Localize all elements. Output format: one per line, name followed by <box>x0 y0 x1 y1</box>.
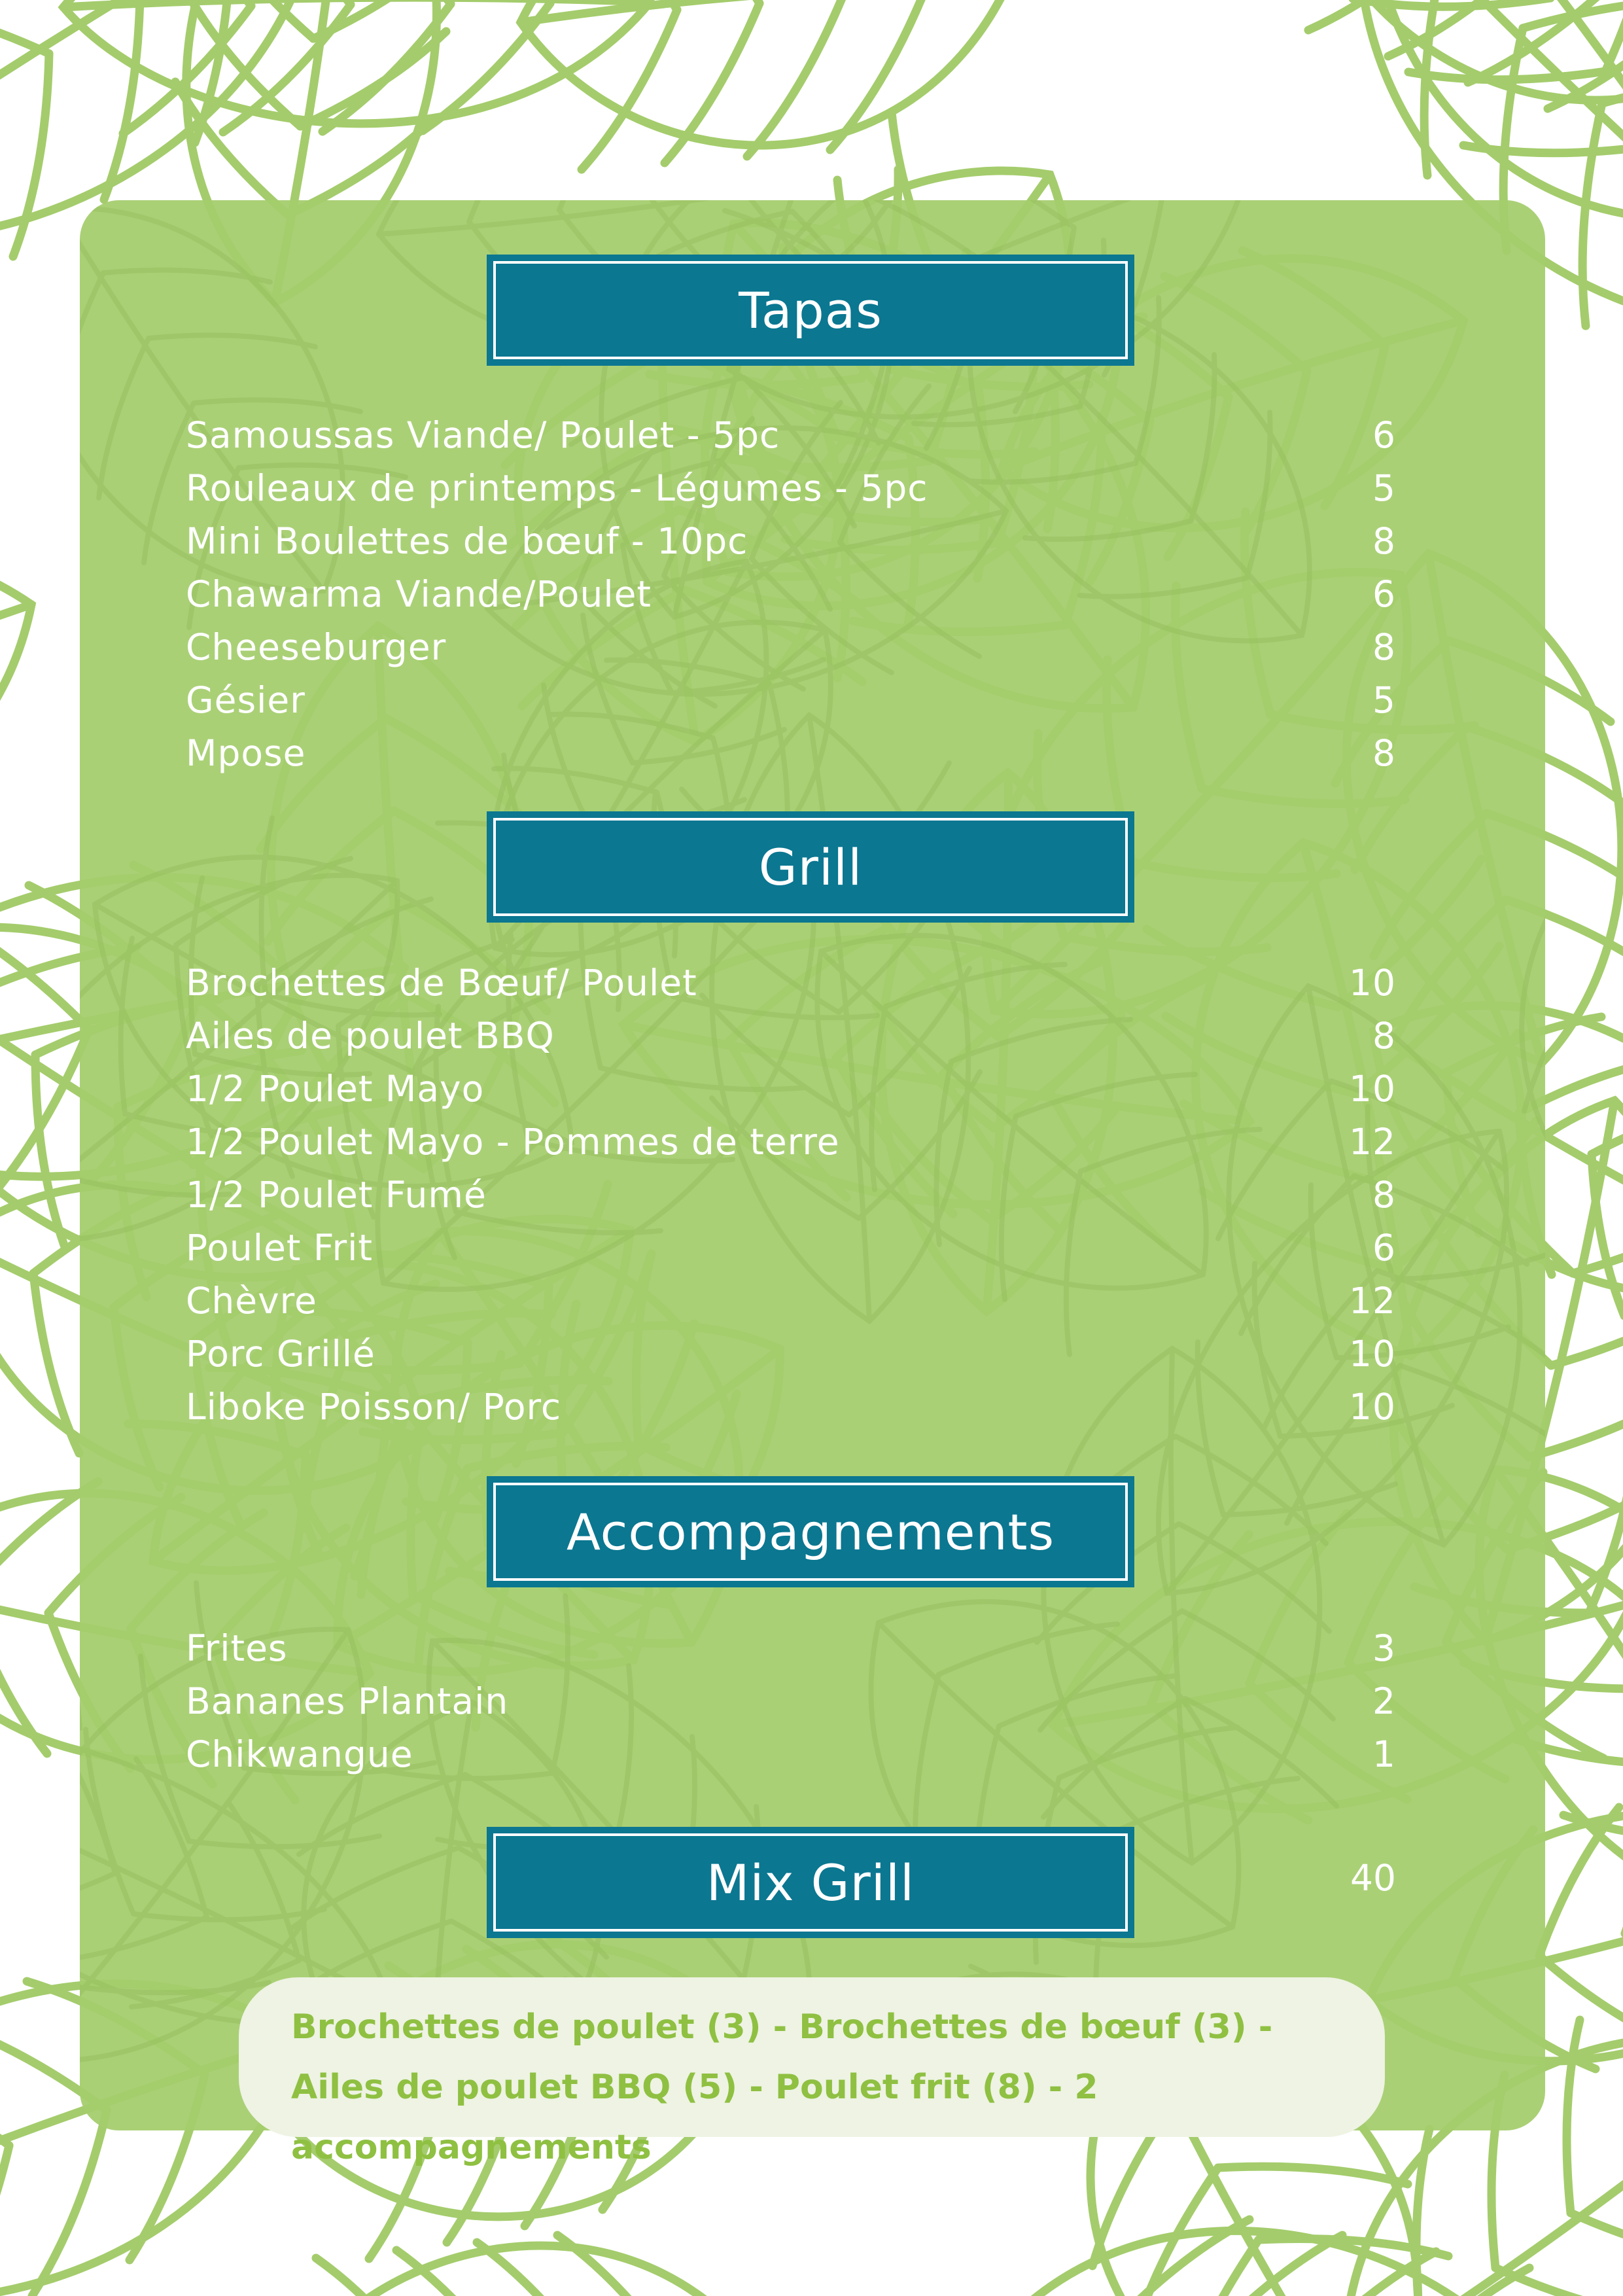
tapas-list <box>186 408 1396 779</box>
item-price: 8 <box>1372 732 1396 774</box>
item-price: 6 <box>1372 414 1396 456</box>
mix-grill-price: 40 <box>1350 1857 1396 1899</box>
list-item <box>186 956 1396 1009</box>
list-item <box>186 408 1396 461</box>
item-price: 8 <box>1372 1173 1396 1216</box>
list-item <box>186 1062 1396 1115</box>
list-item <box>186 1674 1396 1727</box>
list-item <box>186 1115 1396 1168</box>
item-name: Frites <box>186 1627 288 1669</box>
item-name: Chikwangue <box>186 1733 413 1775</box>
item-price: 8 <box>1372 1014 1396 1057</box>
item-name: Brochettes de Bœuf/ Poulet <box>186 961 697 1004</box>
item-price: 10 <box>1349 1067 1396 1110</box>
item-price: 10 <box>1349 1385 1396 1428</box>
list-item <box>186 673 1396 726</box>
item-name: Chawarma Viande/Poulet <box>186 573 652 615</box>
item-name: 1/2 Poulet Fumé <box>186 1173 487 1216</box>
mix-grill-description <box>239 1977 1385 2167</box>
list-item <box>186 1621 1396 1674</box>
section-title-accompagnements: Accompagnements <box>566 1502 1055 1561</box>
item-name: Ailes de poulet BBQ <box>186 1014 555 1057</box>
item-price: 5 <box>1372 467 1396 509</box>
section-title-tapas: Tapas <box>739 281 882 340</box>
item-name: Mpose <box>186 732 306 774</box>
section-title-grill: Grill <box>758 838 863 896</box>
item-name: Mini Boulettes de bœuf - 10pc <box>186 520 748 562</box>
item-price: 12 <box>1349 1279 1396 1322</box>
item-price: 5 <box>1372 679 1396 721</box>
item-price: 12 <box>1349 1120 1396 1163</box>
item-price: 10 <box>1349 1332 1396 1375</box>
item-price: 6 <box>1372 573 1396 615</box>
item-name: Porc Grillé <box>186 1332 375 1375</box>
list-item <box>186 461 1396 514</box>
section-header-mix-grill <box>487 1827 1134 1938</box>
item-price: 1 <box>1372 1733 1396 1775</box>
item-name: Samoussas Viande/ Poulet - 5pc <box>186 414 780 456</box>
item-price: 2 <box>1372 1680 1396 1722</box>
list-item <box>186 1009 1396 1062</box>
item-name: 1/2 Poulet Mayo <box>186 1067 485 1110</box>
list-item <box>186 567 1396 620</box>
accompagnements-list <box>186 1621 1396 1780</box>
section-header-tapas <box>487 255 1134 366</box>
section-title-mix-grill: Mix Grill <box>706 1853 915 1912</box>
item-name: Poulet Frit <box>186 1226 373 1269</box>
list-item <box>186 620 1396 673</box>
item-price: 10 <box>1349 961 1396 1004</box>
item-name: Rouleaux de printemps - Légumes - 5pc <box>186 467 928 509</box>
list-item <box>186 726 1396 779</box>
list-item <box>186 1168 1396 1221</box>
list-item <box>186 514 1396 567</box>
section-header-grill <box>487 811 1134 923</box>
item-price: 8 <box>1372 520 1396 562</box>
grill-list <box>186 956 1396 1433</box>
mix-grill-description-text: Brochettes de poulet (3) - Brochettes de bœuf (3) - Ailes de poulet BBQ (5) - Poulet frit (8) - 2 accompagnements <box>291 2007 1273 2167</box>
item-name: Chèvre <box>186 1279 317 1322</box>
item-name: 1/2 Poulet Mayo - Pommes de terre <box>186 1120 840 1163</box>
item-price: 6 <box>1372 1226 1396 1269</box>
item-price: 8 <box>1372 626 1396 668</box>
section-header-accompagnements <box>487 1476 1134 1587</box>
list-item <box>186 1274 1396 1327</box>
item-name: Cheeseburger <box>186 626 447 668</box>
item-price: 3 <box>1372 1627 1396 1669</box>
list-item <box>186 1327 1396 1380</box>
item-name: Bananes Plantain <box>186 1680 509 1722</box>
list-item <box>186 1221 1396 1274</box>
item-name: Liboke Poisson/ Porc <box>186 1385 562 1428</box>
item-name: Gésier <box>186 679 305 721</box>
list-item <box>186 1380 1396 1433</box>
list-item <box>186 1727 1396 1780</box>
